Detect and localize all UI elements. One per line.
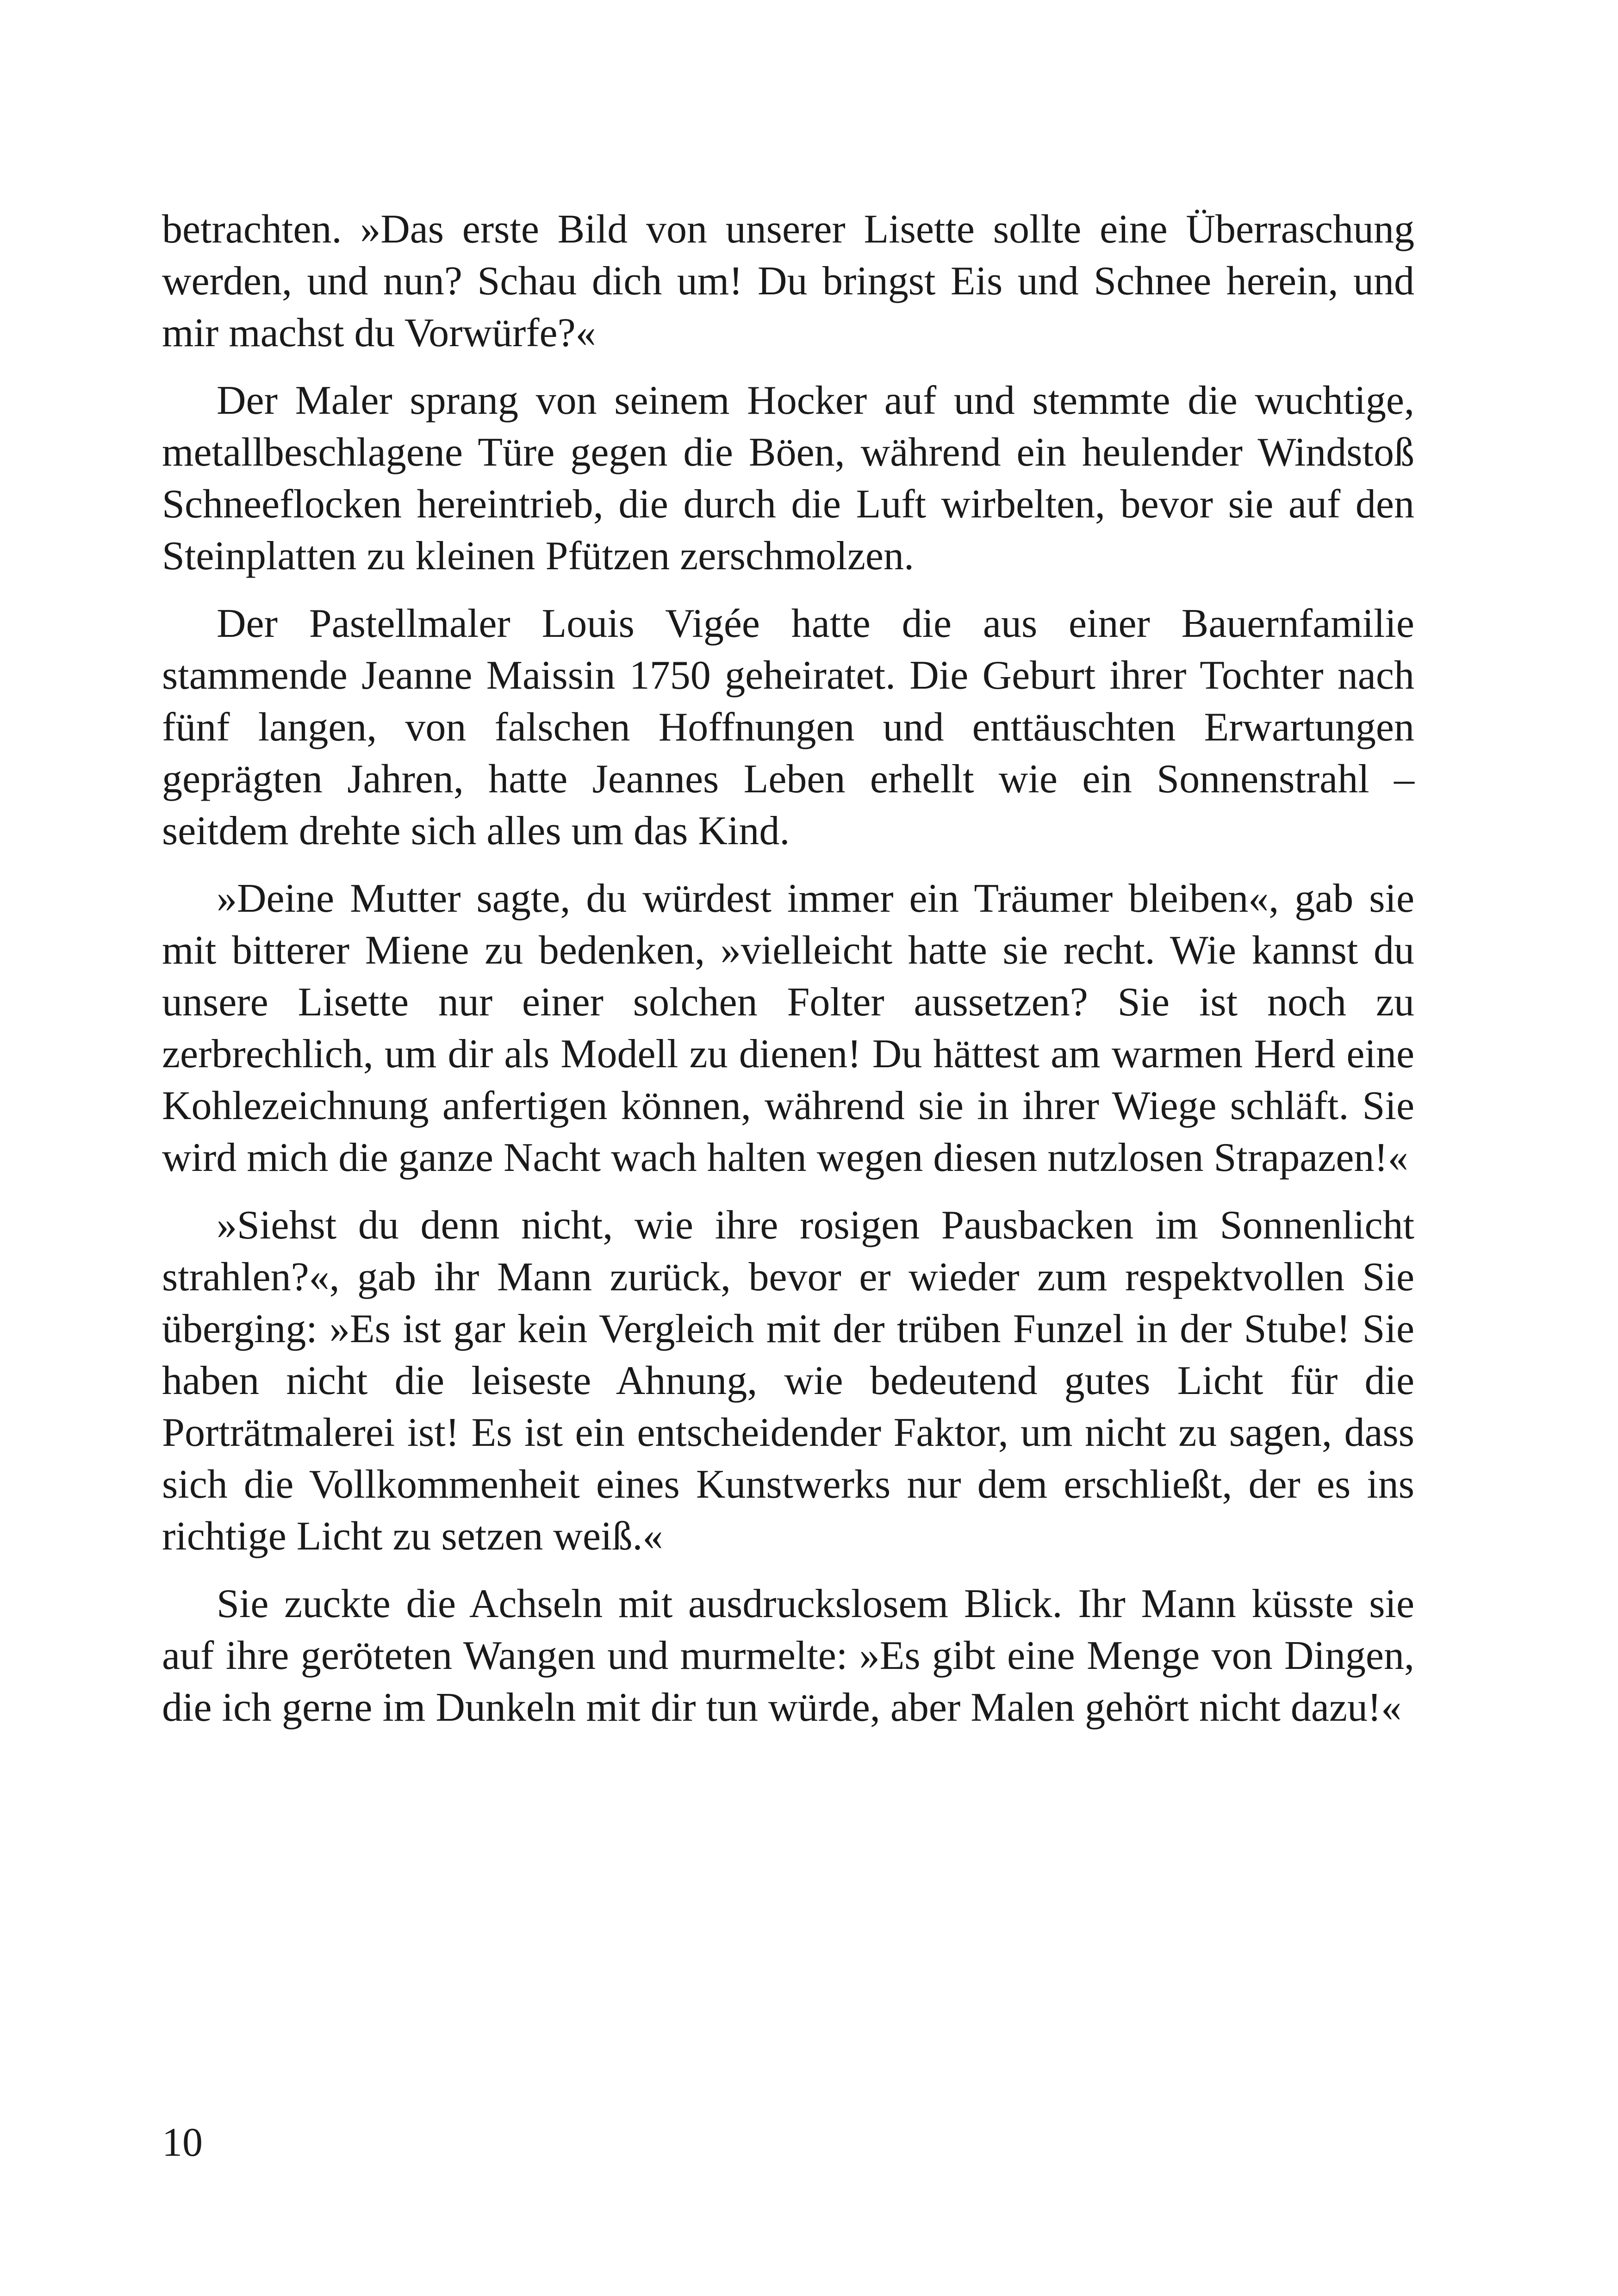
paragraph-vigee-marriage: Der Pastellmaler Louis Vigée hatte die aus einer Bauernfamilie stammende Jeanne Maissin 1750 geheiratet. Die Geburt ihrer Tochter nach fünf langen, von falschen Hoffnungen und enttäuschten Erwartungen geprägten Jahren, hatte Jeannes Leben erhellt wie ein Sonnenstrahl – seitdem drehte sich alles um das Kind. (162, 601, 1414, 853)
paragraph-sunlight: »Siehst du denn nicht, wie ihre rosigen Pausbacken im Sonnenlicht strahlen?«, gab ihr Mann zurück, bevor er wieder zum respektvollen Sie überging: »Es ist gar kein Vergleich mit der trüben Funzel in der Stube! Sie haben nicht die leiseste Ahnung, wie bedeutend gutes Licht für die Porträtmalerei ist! Es ist ein entscheidender Faktor, um nicht zu sagen, dass sich die Vollkommenheit eines Kunstwerks nur dem erschließt, der es ins richtige Licht zu setzen weiß.« (162, 1203, 1414, 1559)
paragraph-painter-door: Der Maler sprang von seinem Hocker auf und stemmte die wuchtige, metallbeschlagene Türe gegen die Böen, während ein heulender Windstoß Schneeflocken hereintrieb, die durch die Luft wirbelten, bevor sie auf den Steinplatten zu kleinen Pfützen zerschmolzen. (162, 378, 1414, 579)
page-body (162, 204, 1414, 1734)
paragraph-mother-dreamer: »Deine Mutter sagte, du würdest immer ein Träumer bleiben«, gab sie mit bitterer Miene zu bedenken, »vielleicht hatte sie recht. Wie kannst du unsere Lisette nur einer solchen Folter aussetzen? Sie ist noch zu zerbrechlich, um dir als Modell zu dienen! Du hättest am warmen Herd eine Kohlezeichnung anfertigen können, während sie in ihrer Wiege schläft. Sie wird mich die ganze Nacht wach halten wegen diesen nutzlosen Strapazen!« (162, 876, 1414, 1180)
paragraph-kiss: Sie zuckte die Achseln mit ausdruckslosem Blick. Ihr Mann küsste sie auf ihre geröteten Wangen und murmelte: »Es gibt eine Menge von Dingen, die ich gerne im Dunkeln mit dir tun würde, aber Malen gehört nicht dazu!« (162, 1581, 1414, 1730)
paragraph-continuation: betrachten. »Das erste Bild von unserer Lisette sollte eine Überraschung werden, und nun? Schau dich um! Du bringst Eis und Schnee herein, und mir machst du Vorwürfe?« (162, 207, 1414, 355)
page-number: 10 (162, 2120, 203, 2165)
